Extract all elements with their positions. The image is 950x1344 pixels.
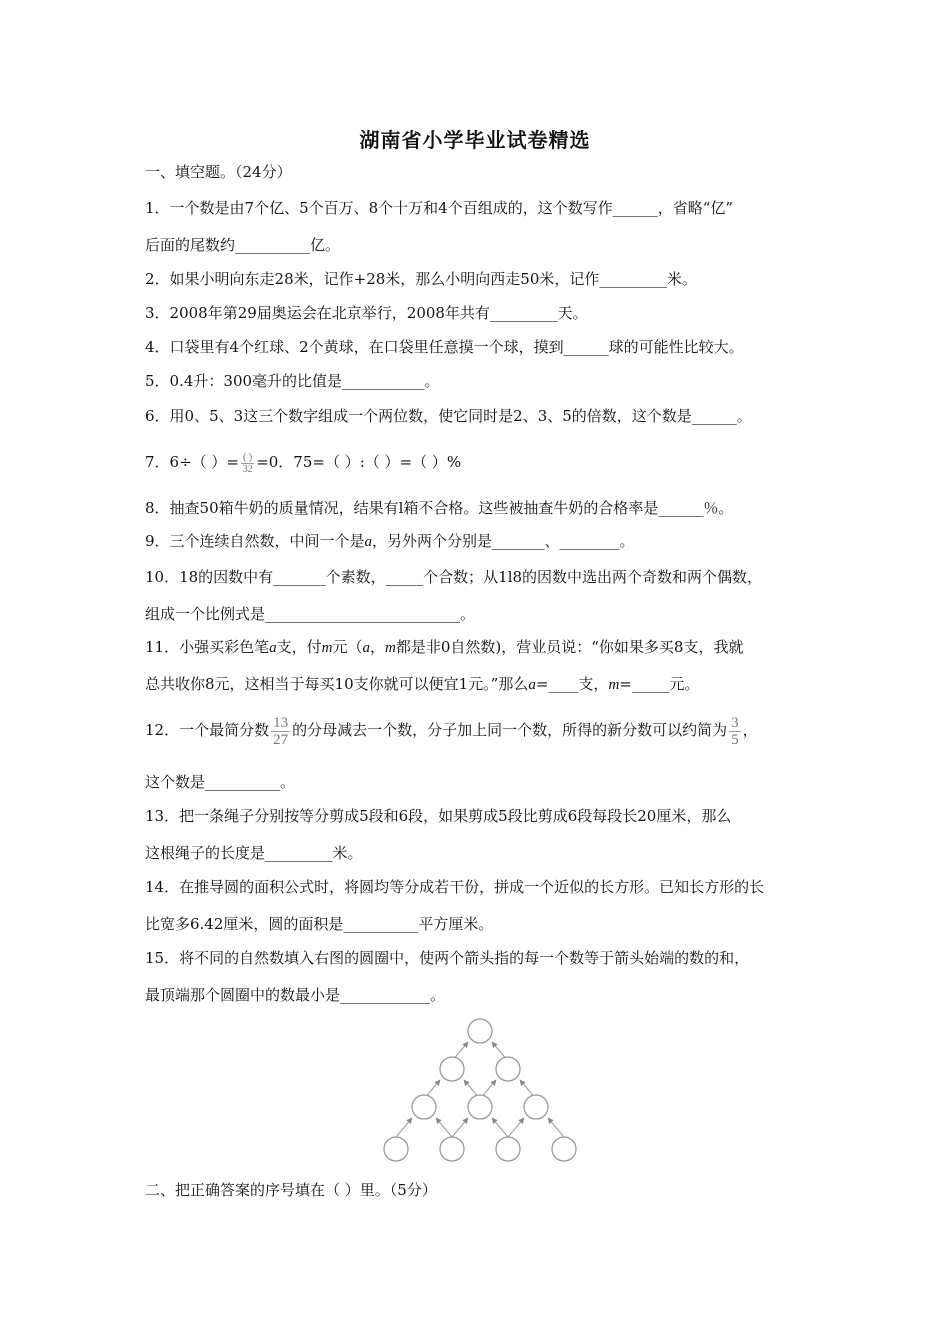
q11b-text-1: 总共收你8元，这相当于每买10支你就可以便宜1元。”那么	[145, 675, 529, 693]
question-9-post: ，另外两个分别是_______、________。	[372, 532, 635, 550]
question-7-pre: 7．6÷（ ）=	[145, 453, 239, 471]
circle-node	[440, 1137, 464, 1161]
question-9-variable: a	[364, 534, 373, 550]
circle-node	[468, 1095, 492, 1119]
circle-node	[496, 1137, 520, 1161]
question-8: 8．抽查50箱牛奶的质量情况，结果有l箱不合格。这些被抽查牛奶的合格率是______％。	[145, 499, 734, 517]
q12-fraction-2-denominator: 5	[731, 731, 739, 748]
question-14-line-2: 比宽多6.42厘米，圆的面积是__________平方厘米。	[145, 915, 494, 933]
arrow-line	[436, 1118, 452, 1137]
q11a-text-5: 都是非0自然数)，营业员说：“你如果多买8支，我就	[395, 638, 744, 656]
q11b-var-2: m	[608, 677, 620, 693]
question-15-line-2: 最顶端那个圆圈中的数最小是____________。	[145, 986, 446, 1004]
q11a-var-4: m	[384, 640, 396, 656]
q11a-text-3: 元（	[332, 638, 363, 656]
question-11-line-1	[145, 637, 743, 658]
question-7-post: =0．75=（ ）:（ ）=（ ）%	[256, 453, 462, 471]
q11b-var-1: a	[528, 677, 536, 693]
q12-pre: 12．一个最简分数	[145, 721, 270, 739]
question-13-line-2: 这根绳子的长度是_________米。	[145, 844, 363, 862]
q11b-text-2: =____支，	[535, 675, 609, 693]
question-14-line-1: 14．在推导圆的面积公式时，将圆均等分成若干份，拼成一个近似的长方形。已知长方形的长	[145, 878, 765, 896]
question-7	[145, 442, 461, 482]
circle-node	[468, 1019, 492, 1043]
circle-node	[384, 1137, 408, 1161]
q12-fraction-2-numerator: 3	[731, 714, 739, 731]
section-heading-1: 一、填空题。（24分）	[145, 163, 292, 181]
circle-node	[412, 1095, 436, 1119]
q11a-text-4: ，	[369, 638, 385, 656]
question-2: 2．如果小明向东走28米，记作+28米，那么小明向西走50米，记作_________米。	[145, 270, 697, 288]
q12-fraction-1	[271, 715, 290, 748]
q12-mid: 的分母减去一个数，分子加上同一个数，所得的新分数可以约简为	[292, 721, 728, 739]
question-7-fraction	[241, 452, 254, 475]
q11b-text-3: =_____元。	[619, 675, 700, 693]
question-9	[145, 531, 635, 552]
question-10-line-2: 组成一个比例式是__________________________。	[145, 605, 476, 623]
q12-fraction-1-denominator: 27	[273, 731, 289, 748]
arrow-line	[492, 1118, 508, 1137]
page-title: 湖南省小学毕业试卷精选	[359, 128, 591, 152]
circle-tree-diagram	[368, 1012, 588, 1168]
arrow-line	[508, 1118, 524, 1137]
q11a-text-1: 11．小强买彩色笔	[145, 638, 270, 656]
question-4: 4．口袋里有4个红球、2个黄球，在口袋里任意摸一个球，摸到______球的可能性比较大。	[145, 338, 744, 356]
question-1-line-2: 后面的尾数约__________亿。	[145, 236, 341, 254]
question-12-line-1	[145, 710, 758, 750]
circle-node	[552, 1137, 576, 1161]
question-12-line-2: 这个数是__________。	[145, 773, 296, 791]
q11a-var-3: a	[362, 640, 370, 656]
arrow-line	[452, 1118, 468, 1137]
circle-node	[440, 1057, 464, 1081]
question-7-fraction-numerator: ( )	[243, 451, 253, 463]
question-1-line-1: 1．一个数是由7个亿、5个百万、8个十万和4个百组成的，这个数写作______，省略“亿”	[145, 199, 734, 217]
question-9-pre: 9．三个连续自然数，中间一个是	[145, 532, 365, 550]
question-7-fraction-denominator: 32	[242, 463, 253, 475]
q11a-var-2: m	[321, 640, 333, 656]
question-3: 3．2008年第29届奥运会在北京举行，2008年共有_________天。	[145, 304, 588, 322]
question-13-line-1: 13．把一条绳子分别按等分剪成5段和6段，如果剪成5段比剪成6段每段长20厘米，那么	[145, 807, 732, 825]
question-15-line-1: 15．将不同的自然数填入右图的圆圈中，使两个箭头指的每一个数等于箭头始端的数的和，	[145, 949, 750, 967]
q11a-var-1: a	[269, 640, 277, 656]
circle-node	[496, 1057, 520, 1081]
q12-post: ，	[742, 721, 758, 739]
q11a-text-2: 支，付	[276, 638, 322, 656]
question-10-line-1: 10．18的因数中有_______个素数，_____个合数；从1l8的因数中选出两个奇数和两个偶数，	[145, 568, 763, 586]
question-5: 5．0.4升：300毫升的比值是___________。	[145, 372, 440, 390]
section-heading-2: 二、把正确答案的序号填在（ ）里。（5分）	[145, 1181, 437, 1199]
question-6: 6．用0、5、3这三个数字组成一个两位数，使它同时是2、3、5的倍数，这个数是______。	[145, 407, 752, 425]
q12-fraction-2	[729, 715, 741, 748]
circle-node	[524, 1095, 548, 1119]
arrow-line	[396, 1118, 412, 1137]
arrow-line	[548, 1118, 564, 1137]
q12-fraction-1-numerator: 13	[273, 714, 289, 731]
question-11-line-2	[145, 674, 699, 695]
